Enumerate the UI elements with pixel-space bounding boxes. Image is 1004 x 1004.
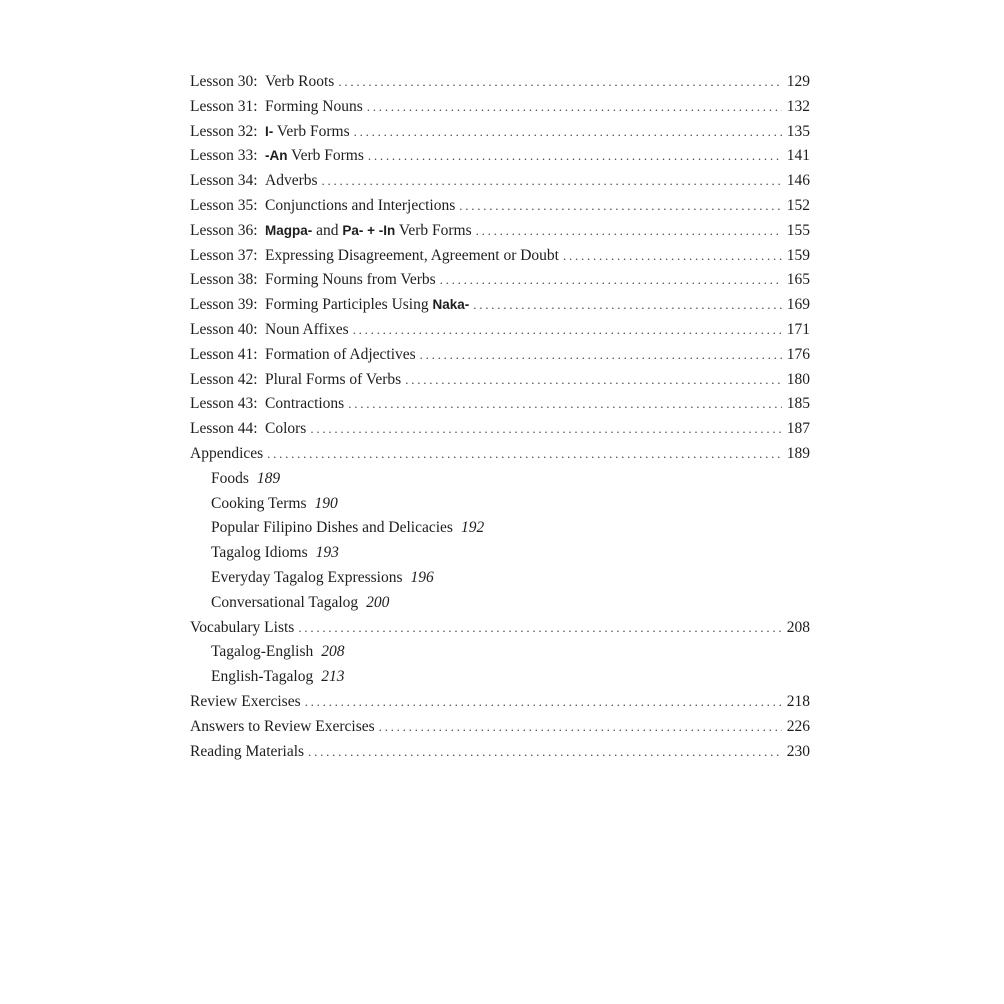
dot-leader: [310, 417, 782, 442]
toc-entry-lesson[interactable]: [190, 343, 810, 368]
lesson-number: Lesson 32:: [190, 122, 258, 140]
entry-page: 208: [786, 618, 810, 636]
toc-entry-reading-materials[interactable]: [190, 740, 810, 765]
lesson-page: 187: [786, 420, 810, 438]
dot-leader: [563, 244, 782, 269]
lesson-title: [265, 293, 469, 318]
lesson-page: 176: [786, 345, 810, 363]
toc-entry-lesson[interactable]: [190, 368, 810, 393]
lesson-page: 141: [786, 147, 810, 165]
toc-entry-answers[interactable]: [190, 715, 810, 740]
title-text: Forming Nouns: [265, 97, 363, 115]
lesson-number: Lesson 39:: [190, 296, 258, 314]
title-text: Verb Forms: [395, 221, 472, 239]
sub-entry-title: Foods: [211, 469, 249, 487]
lesson-page: 135: [786, 122, 810, 140]
sub-entry[interactable]: [190, 665, 810, 690]
toc-entry-vocabulary[interactable]: [190, 616, 810, 641]
lesson-title: [265, 343, 416, 368]
table-of-contents: [190, 70, 810, 764]
entry-title: Review Exercises: [190, 692, 301, 710]
toc-entry-lesson[interactable]: [190, 219, 810, 244]
toc-entry-appendices[interactable]: [190, 442, 810, 467]
lesson-page: 185: [786, 395, 810, 413]
lesson-page: 129: [786, 73, 810, 90]
lesson-page: 165: [786, 271, 810, 289]
lesson-page: 169: [786, 296, 810, 314]
sub-entry[interactable]: [190, 566, 810, 591]
sub-entry[interactable]: [190, 640, 810, 665]
sub-entry-title: Tagalog Idioms: [211, 544, 308, 562]
title-text: Verb Roots: [265, 73, 335, 90]
lesson-number: Lesson 36:: [190, 221, 258, 239]
lesson-title: [265, 268, 436, 293]
title-text: Noun Affixes: [265, 320, 349, 338]
lesson-title: [265, 219, 472, 244]
lesson-page: 159: [786, 246, 810, 264]
sub-entry[interactable]: [190, 516, 810, 541]
dot-leader: [353, 318, 782, 343]
lesson-title: [265, 417, 306, 442]
dot-leader: [305, 690, 782, 715]
lesson-number: Lesson 35:: [190, 196, 258, 214]
dot-leader: [322, 169, 782, 194]
lesson-title: [265, 392, 344, 417]
title-text: Formation of Adjectives: [265, 345, 416, 363]
dot-leader: [405, 368, 782, 393]
title-text: and: [312, 221, 343, 239]
toc-entry-lesson[interactable]: [190, 144, 810, 169]
entry-page: 189: [786, 444, 810, 462]
lesson-number: Lesson 44:: [190, 420, 258, 438]
lesson-number: Lesson 37:: [190, 246, 258, 264]
sub-entry-page: 189: [256, 469, 281, 487]
lesson-page: 155: [786, 221, 810, 239]
sub-entry-page: 208: [321, 643, 345, 661]
toc-entry-lesson[interactable]: [190, 318, 810, 343]
dot-leader: [368, 144, 782, 169]
dot-leader: [348, 392, 782, 417]
sub-entry[interactable]: [190, 467, 810, 492]
lesson-number: Lesson 33:: [190, 147, 258, 165]
sub-entry-page: 213: [321, 668, 345, 686]
entry-title: Answers to Review Exercises: [190, 717, 375, 735]
entry-title: Appendices: [190, 444, 264, 462]
toc-entry-lesson[interactable]: [190, 244, 810, 269]
entry-title: Reading Materials: [190, 742, 305, 760]
lesson-number: Lesson 31:: [190, 97, 258, 115]
sub-entry-title: Cooking Terms: [211, 494, 307, 512]
lesson-page: 152: [786, 196, 810, 214]
toc-entry-lesson[interactable]: [190, 293, 810, 318]
lesson-number: Lesson 41:: [190, 345, 258, 363]
sub-entry-page: 190: [314, 494, 338, 512]
dot-leader: [367, 95, 782, 120]
dot-leader: [267, 442, 782, 467]
sub-entry-title: Popular Filipino Dishes and Delicacies: [211, 519, 453, 537]
toc-entry-lesson[interactable]: [190, 392, 810, 417]
lesson-number: Lesson 43:: [190, 395, 258, 413]
entry-title: Vocabulary Lists: [190, 618, 295, 636]
lesson-title: [265, 169, 318, 194]
toc-entry-lesson[interactable]: [190, 268, 810, 293]
lesson-title: [265, 120, 350, 145]
dot-leader: [308, 740, 782, 765]
sub-entry[interactable]: [190, 492, 810, 517]
affix-term: I-: [265, 123, 274, 139]
lesson-title: [265, 368, 401, 393]
lesson-title: [265, 318, 349, 343]
appendices-sublist: [190, 467, 810, 616]
affix-term: -An: [265, 148, 288, 164]
sub-entry-title: Tagalog-English: [211, 643, 314, 661]
dot-leader: [440, 268, 782, 293]
lesson-page: 171: [786, 320, 810, 338]
lesson-number: Lesson 40:: [190, 320, 258, 338]
lesson-page: 146: [786, 172, 810, 190]
entry-page: 218: [786, 692, 810, 710]
dot-leader: [338, 70, 782, 95]
lesson-number: Lesson 30:: [190, 73, 258, 90]
title-text: Contractions: [265, 395, 345, 413]
vocabulary-sublist: [190, 640, 810, 690]
lesson-title: [265, 144, 364, 169]
sub-entry-page: 196: [410, 568, 434, 586]
title-text: Verb Forms: [273, 122, 350, 140]
dot-leader: [459, 194, 782, 219]
title-text: Adverbs: [265, 172, 318, 190]
affix-term: Pa- + -In: [342, 222, 396, 238]
lesson-page: 180: [786, 370, 810, 388]
dot-leader: [420, 343, 782, 368]
dot-leader: [473, 293, 782, 318]
toc-entry-lesson[interactable]: [190, 194, 810, 219]
sub-entry-page: 200: [366, 593, 390, 611]
title-text: Verb Forms: [287, 147, 364, 165]
lesson-title: [265, 70, 334, 95]
dot-leader: [379, 715, 782, 740]
lesson-number: Lesson 42:: [190, 370, 258, 388]
affix-term: Naka-: [432, 297, 470, 313]
lesson-title: [265, 95, 363, 120]
title-text: Forming Nouns from Verbs: [265, 271, 436, 289]
lesson-number: Lesson 38:: [190, 271, 258, 289]
dot-leader: [354, 120, 782, 145]
title-text: Colors: [265, 420, 307, 438]
toc-entry-lesson[interactable]: [190, 70, 810, 95]
lesson-number: Lesson 34:: [190, 172, 258, 190]
toc-entry-lesson[interactable]: [190, 95, 810, 120]
sub-entry[interactable]: [190, 541, 810, 566]
sub-entry-title: Conversational Tagalog: [211, 593, 359, 611]
toc-entry-review-exercises[interactable]: [190, 690, 810, 715]
sub-entry-page: 192: [460, 519, 485, 537]
title-text: Forming Participles Using: [265, 296, 433, 314]
title-text: Expressing Disagreement, Agreement or Doubt: [265, 246, 559, 264]
lesson-title: [265, 244, 559, 269]
lesson-title: [265, 194, 455, 219]
sub-entry-page: 193: [315, 544, 339, 562]
lesson-list: [190, 70, 810, 442]
entry-page: 230: [786, 742, 810, 760]
sub-entry-title: English-Tagalog: [211, 668, 314, 686]
lesson-page: 132: [786, 97, 810, 115]
entry-page: 226: [786, 717, 810, 735]
dot-leader: [298, 616, 782, 641]
toc-entry-lesson[interactable]: [190, 120, 810, 145]
affix-term: Magpa-: [265, 222, 313, 238]
dot-leader: [476, 219, 782, 244]
title-text: Plural Forms of Verbs: [265, 370, 402, 388]
sub-entry[interactable]: [190, 591, 810, 616]
sub-entry-title: Everyday Tagalog Expressions: [211, 568, 403, 586]
toc-entry-lesson[interactable]: [190, 169, 810, 194]
title-text: Conjunctions and Interjections: [265, 196, 456, 214]
toc-entry-lesson[interactable]: [190, 417, 810, 442]
